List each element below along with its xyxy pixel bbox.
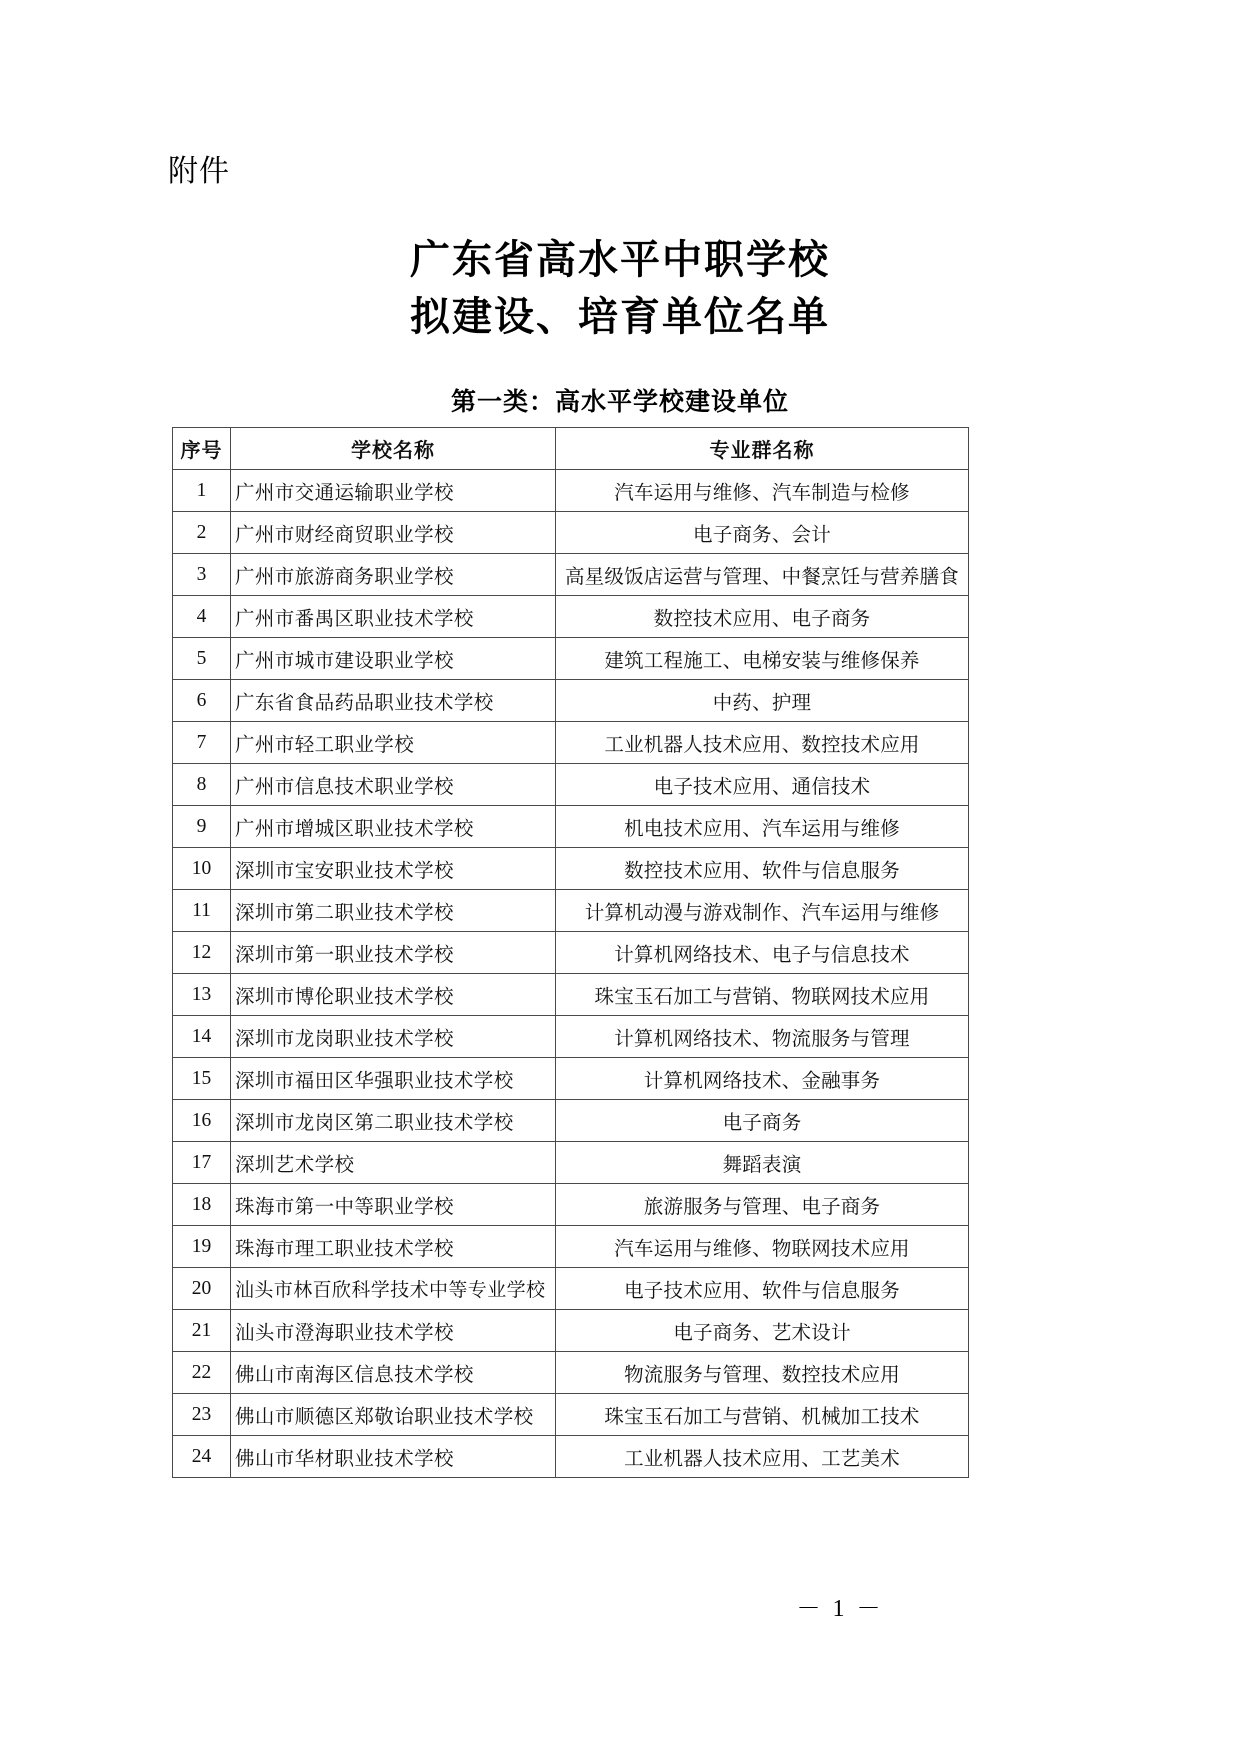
table-row xyxy=(173,680,969,722)
cell-school-name: 珠海市第一中等职业学校 xyxy=(231,1184,556,1226)
cell-major-group: 电子技术应用、软件与信息服务 xyxy=(556,1268,969,1310)
page-title-line-1: 广东省高水平中职学校 xyxy=(410,237,830,282)
page-number-footer xyxy=(0,1588,1240,1623)
cell-major-group: 汽车运用与维修、汽车制造与检修 xyxy=(556,470,969,512)
table-row xyxy=(173,1226,969,1268)
cell-index: 18 xyxy=(173,1184,231,1226)
cell-school-name: 广州市增城区职业技术学校 xyxy=(231,806,556,848)
cell-school-name: 深圳市宝安职业技术学校 xyxy=(231,848,556,890)
cell-major-group: 汽车运用与维修、物联网技术应用 xyxy=(556,1226,969,1268)
cell-school-name: 深圳市龙岗区第二职业技术学校 xyxy=(231,1100,556,1142)
table-row xyxy=(173,1352,969,1394)
table-row xyxy=(173,764,969,806)
cell-index: 19 xyxy=(173,1226,231,1268)
cell-index: 13 xyxy=(173,974,231,1016)
cell-major-group: 工业机器人技术应用、工艺美术 xyxy=(556,1436,969,1478)
cell-major-group: 电子商务、艺术设计 xyxy=(556,1310,969,1352)
table-header xyxy=(173,428,969,470)
cell-school-name: 广东省食品药品职业技术学校 xyxy=(231,680,556,722)
table-row xyxy=(173,1100,969,1142)
cell-major-group: 机电技术应用、汽车运用与维修 xyxy=(556,806,969,848)
school-listing-table xyxy=(172,427,969,1478)
cell-index: 8 xyxy=(173,764,231,806)
cell-school-name: 深圳艺术学校 xyxy=(231,1142,556,1184)
section-subtitle: 第一类：高水平学校建设单位 xyxy=(450,388,789,416)
table-row xyxy=(173,890,969,932)
cell-major-group: 珠宝玉石加工与营销、机械加工技术 xyxy=(556,1394,969,1436)
cell-school-name: 广州市交通运输职业学校 xyxy=(231,470,556,512)
cell-major-group: 数控技术应用、电子商务 xyxy=(556,596,969,638)
cell-major-group: 物流服务与管理、数控技术应用 xyxy=(556,1352,969,1394)
table-row xyxy=(173,470,969,512)
cell-school-name: 佛山市华材职业技术学校 xyxy=(231,1436,556,1478)
cell-index: 10 xyxy=(173,848,231,890)
cell-index: 7 xyxy=(173,722,231,764)
cell-school-name: 广州市旅游商务职业学校 xyxy=(231,554,556,596)
cell-school-name: 佛山市顺德区郑敬诒职业技术学校 xyxy=(231,1394,556,1436)
column-header-major-group: 专业群名称 xyxy=(556,428,969,470)
table-row xyxy=(173,1142,969,1184)
listing-table-container xyxy=(172,427,968,1478)
cell-major-group: 计算机网络技术、电子与信息技术 xyxy=(556,932,969,974)
table-row xyxy=(173,1436,969,1478)
cell-school-name: 汕头市澄海职业技术学校 xyxy=(231,1310,556,1352)
table-row xyxy=(173,554,969,596)
cell-index: 20 xyxy=(173,1268,231,1310)
table-row xyxy=(173,1268,969,1310)
cell-major-group: 旅游服务与管理、电子商务 xyxy=(556,1184,969,1226)
cell-index: 1 xyxy=(173,470,231,512)
cell-school-name: 广州市财经商贸职业学校 xyxy=(231,512,556,554)
table-row xyxy=(173,1058,969,1100)
cell-school-name: 汕头市林百欣科学技术中等专业学校 xyxy=(231,1268,556,1310)
page-title xyxy=(0,232,1240,346)
table-row xyxy=(173,806,969,848)
table-row xyxy=(173,596,969,638)
cell-major-group: 高星级饭店运营与管理、中餐烹饪与营养膳食 xyxy=(556,554,969,596)
table-row xyxy=(173,1184,969,1226)
table-row xyxy=(173,932,969,974)
cell-major-group: 工业机器人技术应用、数控技术应用 xyxy=(556,722,969,764)
cell-major-group: 中药、护理 xyxy=(556,680,969,722)
cell-major-group: 电子商务、会计 xyxy=(556,512,969,554)
cell-index: 9 xyxy=(173,806,231,848)
cell-major-group: 计算机网络技术、物流服务与管理 xyxy=(556,1016,969,1058)
cell-index: 6 xyxy=(173,680,231,722)
cell-index: 3 xyxy=(173,554,231,596)
cell-index: 24 xyxy=(173,1436,231,1478)
table-row xyxy=(173,1310,969,1352)
attachment-label: 附件 xyxy=(168,155,230,188)
page-title-line-2: 拟建设、培育单位名单 xyxy=(410,293,830,339)
cell-index: 5 xyxy=(173,638,231,680)
cell-major-group: 珠宝玉石加工与营销、物联网技术应用 xyxy=(556,974,969,1016)
cell-index: 15 xyxy=(173,1058,231,1100)
table-row xyxy=(173,974,969,1016)
cell-major-group: 数控技术应用、软件与信息服务 xyxy=(556,848,969,890)
cell-index: 4 xyxy=(173,596,231,638)
table-row xyxy=(173,722,969,764)
cell-school-name: 深圳市博伦职业技术学校 xyxy=(231,974,556,1016)
cell-major-group: 建筑工程施工、电梯安装与维修保养 xyxy=(556,638,969,680)
cell-school-name: 深圳市龙岗职业技术学校 xyxy=(231,1016,556,1058)
cell-index: 17 xyxy=(173,1142,231,1184)
cell-major-group: 舞蹈表演 xyxy=(556,1142,969,1184)
table-body xyxy=(173,470,969,1478)
table-row xyxy=(173,1394,969,1436)
cell-index: 22 xyxy=(173,1352,231,1394)
table-row xyxy=(173,638,969,680)
table-row xyxy=(173,1016,969,1058)
cell-index: 23 xyxy=(173,1394,231,1436)
cell-index: 2 xyxy=(173,512,231,554)
cell-school-name: 深圳市福田区华强职业技术学校 xyxy=(231,1058,556,1100)
table-row xyxy=(173,848,969,890)
page-number-value: － 1 － xyxy=(796,1596,884,1622)
cell-major-group: 电子技术应用、通信技术 xyxy=(556,764,969,806)
cell-index: 14 xyxy=(173,1016,231,1058)
cell-school-name: 佛山市南海区信息技术学校 xyxy=(231,1352,556,1394)
column-header-school: 学校名称 xyxy=(231,428,556,470)
cell-school-name: 广州市城市建设职业学校 xyxy=(231,638,556,680)
cell-school-name: 广州市轻工职业学校 xyxy=(231,722,556,764)
cell-school-name: 深圳市第一职业技术学校 xyxy=(231,932,556,974)
cell-major-group: 电子商务 xyxy=(556,1100,969,1142)
cell-school-name: 广州市信息技术职业学校 xyxy=(231,764,556,806)
cell-major-group: 计算机网络技术、金融事务 xyxy=(556,1058,969,1100)
cell-index: 21 xyxy=(173,1310,231,1352)
cell-index: 16 xyxy=(173,1100,231,1142)
table-row xyxy=(173,512,969,554)
column-header-index: 序号 xyxy=(173,428,231,470)
cell-index: 12 xyxy=(173,932,231,974)
cell-school-name: 广州市番禺区职业技术学校 xyxy=(231,596,556,638)
cell-school-name: 深圳市第二职业技术学校 xyxy=(231,890,556,932)
table-header-row xyxy=(173,428,969,470)
cell-index: 11 xyxy=(173,890,231,932)
cell-major-group: 计算机动漫与游戏制作、汽车运用与维修 xyxy=(556,890,969,932)
cell-school-name: 珠海市理工职业技术学校 xyxy=(231,1226,556,1268)
